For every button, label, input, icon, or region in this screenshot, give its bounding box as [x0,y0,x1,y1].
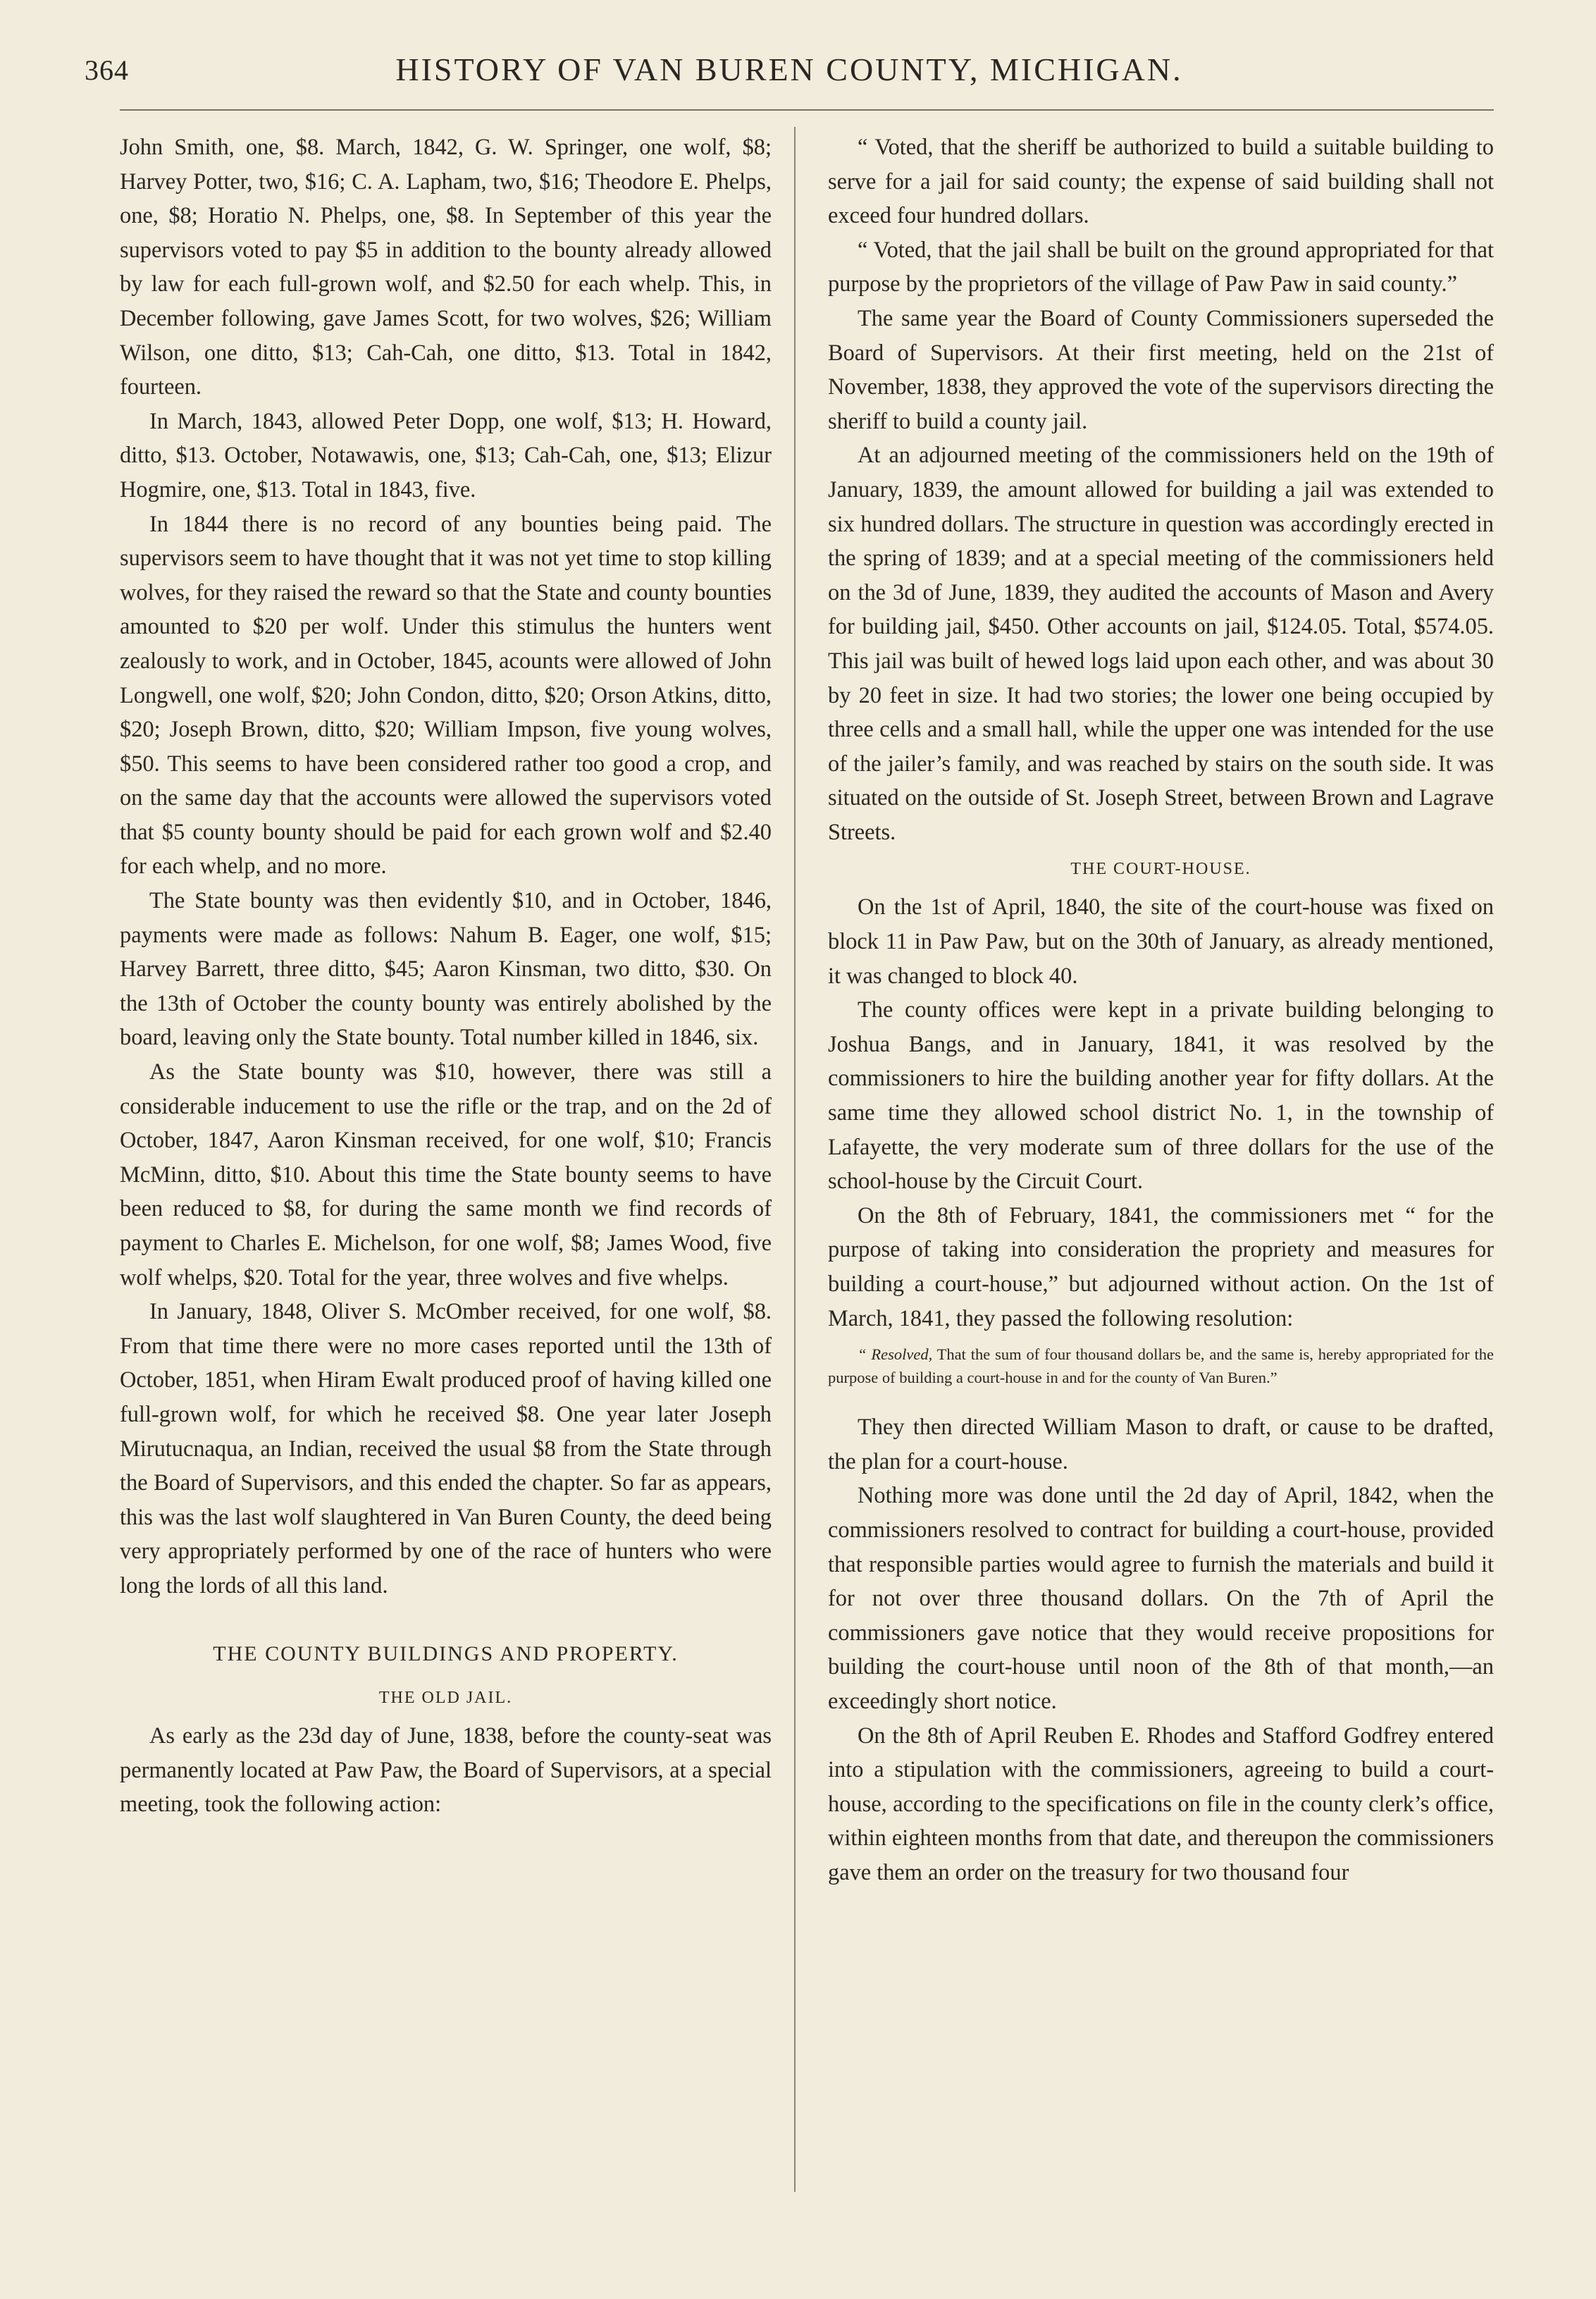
paragraph: The same year the Board of County Commissioners superseded the Board of Supervisors. At their first meeting, held on the 21st of November, 1838, they approved the vote of the supervisors directing the sheriff to build a county jail. [828,305,1494,434]
paragraph: John Smith, one, $8. March, 1842, G. W. Springer, one wolf, $8; Harvey Potter, two, $16; C. A. Lapham, two, $16; Theodore E. Phelps, one, $8; Horatio N. Phelps, one, $8. In September of this year the supervisors voted to pay $5 in addition to the bounty already allowed by law for each full-grown wolf, and $2.50 for each whelp. This, in December following, gave James Scott, for two wolves, $26; William Wilson, one ditto, $13; Cah-Cah, one ditto, $13. Total in 1842, fourteen. [120,135,772,400]
header-rule [120,109,1494,111]
paragraph: As early as the 23d day of June, 1838, before the county-seat was permanently located at Paw Paw, the Board of Supervisors, at a special meeting, took the following action: [120,1723,772,1818]
column-divider [794,127,796,2192]
paragraph: In March, 1843, allowed Peter Dopp, one wolf, $13; H. Howard, ditto, $13. October, Notawawis, one, $13; Cah-Cah, one, $13; Elizur Hogmire, one, $13. Total in 1843, five. [120,408,772,503]
paragraph: At an adjourned meeting of the commissioners held on the 19th of January, 1839, the amount allowed for building a jail was extended to six hundred dollars. The structure in question was accordingly erected in the spring of 1839; and at a special meeting of the commissioners held on the 3d of June, 1839, they audited the accounts of Mason and Avery for building jail, $450. Other accounts on jail, $124.05. Total, $574.05. This jail was built of hewed logs laid upon each other, and was about 30 by 20 feet in size. It had two stories; the lower one being occupied by three cells and a small hall, while the upper one was intended for the use of the jailer’s family, and was reached by stairs on the south side. It was situated on the outside of St. Joseph Street, between Brown and Lagrave Streets. [828,443,1494,845]
right-column [828,130,1494,1890]
running-head: HISTORY OF VAN BUREN COUNTY, MICHIGAN. [395,51,1183,87]
subsection-heading: THE OLD JAIL. [378,1689,513,1708]
paragraph: The county offices were kept in a private building belonging to Joshua Bangs, and in January, 1841, it was resolved by the commissioners to hire the building another year for fifty dollars. At the same time they allowed school district No. 1, in the township of Lafayette, the very moderate sum of three dollars for the use of the school-house by the Circuit Court. [828,997,1494,1195]
page-number: 364 [85,54,129,86]
left-column [120,130,772,1822]
paragraph: The State bounty was then evidently $10, and in October, 1846, payments were made as follows: Nahum B. Eager, one wolf, $15; Harvey Barrett, three ditto, $45; Aaron Kinsman, two ditto, $30. On the 13th of October the county bounty was entirely abolished by the board, leaving only the State bounty. Total number killed in 1846, six. [120,888,772,1051]
paragraph: On the 8th of April Reuben E. Rhodes and Stafford Godfrey entered into a stipulation with the commissioners, agreeing to build a court-house, according to the specifications on file in the county clerk’s office, within eighteen months from that date, and thereupon the commissioners gave them an order on the treasury for two thousand four [828,1722,1494,1885]
subsection-heading: THE COURT-HOUSE. [1070,860,1251,879]
paragraph: On the 8th of February, 1841, the commissioners met “ for the purpose of taking into consideration the propriety and measures for building a court-house,” but adjourned without action. On the 1st of March, 1841, they passed the following resolution: [828,1202,1494,1331]
paragraph: In 1844 there is no record of any bounties being paid. The supervisors seem to have thought that it was not yet time to stop killing wolves, for they raised the reward so that the State and county bounties amounted to $20 per wolf. Under this stimulus the hunters went zealously to work, and in October, 1845, acounts were allowed of John Longwell, one wolf, $20; John Condon, ditto, $20; Orson Atkins, ditto, $20; Joseph Brown, ditto, $20; William Impson, five young wolves, $50. This seems to have been considered rather too good a crop, and on the same day that the accounts were allowed the supervisors voted that $5 county bounty should be paid for each grown wolf and $2.40 for each whelp, and no more. [120,511,772,880]
paragraph: In January, 1848, Oliver S. McOmber received, for one wolf, $8. From that time there were no more cases reported until the 13th of October, 1851, when Hiram Ewalt produced proof of having killed one full-grown wolf, for which he received $8. One year later Joseph Mirutucnaqua, an Indian, received the usual $8 from the State through the Board of Supervisors, and this ended the chapter. So far as appears, this was the last wolf slaughtered in Van Buren County, the deed being very appropriately performed by one of the race of hunters who were long the lords of all this land. [120,1299,772,1598]
page-header [85,51,1494,100]
resolution-lead: “ Resolved, [858,1345,933,1364]
paragraph: “ Voted, that the sheriff be authorized to build a suitable building to serve for a jail for said county; the expense of said building shall not exceed four hundred dollars. [828,135,1494,229]
resolution-quote [828,1343,1494,1389]
section-heading: THE COUNTY BUILDINGS AND PROPERTY. [213,1641,679,1665]
resolution-text: That the sum of four thousand dollars be, and the same is, hereby appropriated for the purpose of building a court-house in and for the county of Van Buren.” [828,1345,1494,1387]
paragraph: On the 1st of April, 1840, the site of the court-house was fixed on block 11 in Paw Paw, but on the 30th of January, as already mentioned, it was changed to block 40. [828,894,1494,989]
paragraph: Nothing more was done until the 2d day of April, 1842, when the commissioners resolved to contract for building a court-house, provided that responsible parties would agree to furnish the materials and build it for not over three thousand dollars. On the 7th of April the commissioners gave notice that they would receive propositions for building the court-house until noon of the 8th of that month,—an exceedingly short notice. [828,1483,1494,1714]
paragraph: “ Voted, that the jail shall be built on the ground appropriated for that purpose by the proprietors of the village of Paw Paw in said county.” [828,237,1494,297]
paragraph: They then directed William Mason to draft, or cause to be drafted, the plan for a court-house. [828,1414,1494,1474]
paragraph: As the State bounty was $10, however, there was still a considerable inducement to use the rifle or the trap, and on the 2d of October, 1847, Aaron Kinsman received, for one wolf, $10; Francis McMinn, ditto, $10. About this time the State bounty seems to have been reduced to $8, for during the same month we find records of payment to Charles E. Michelson, for one wolf, $8; James Wood, five wolf whelps, $20. Total for the year, three wolves and five whelps. [120,1059,772,1290]
